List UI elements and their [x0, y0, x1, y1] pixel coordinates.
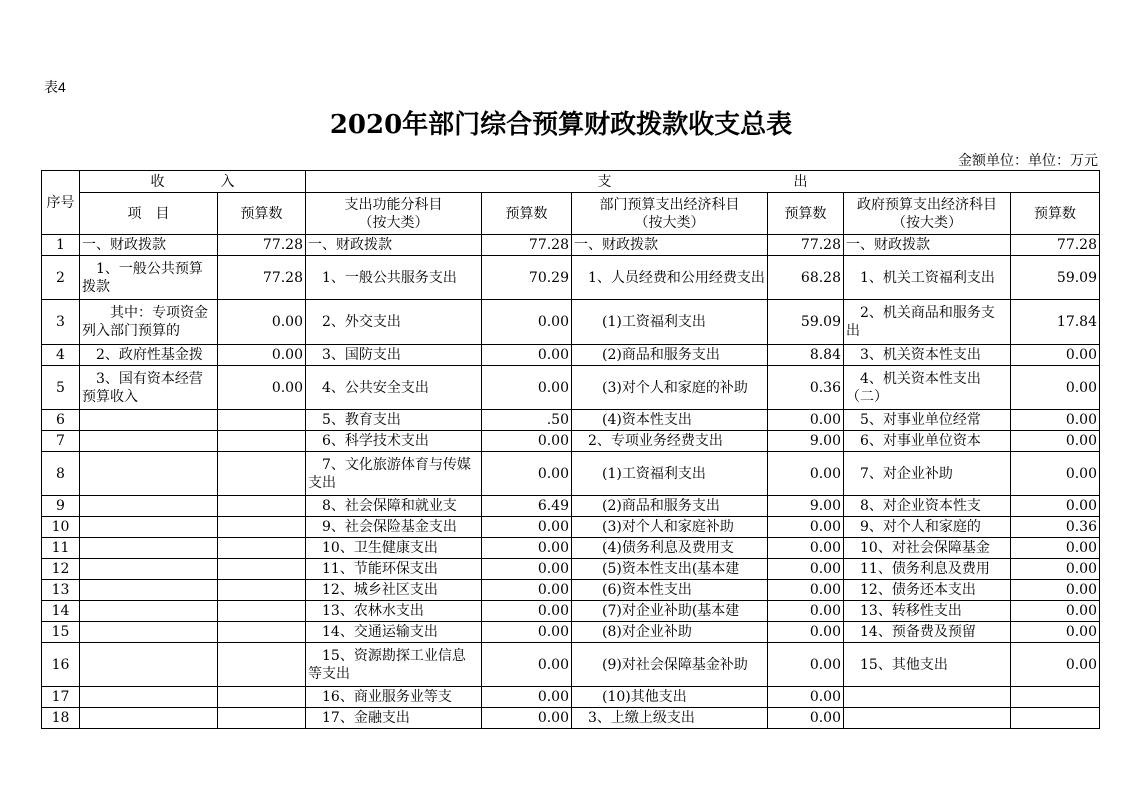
- income-item-cell: 1、一般公共预算拨款: [80, 256, 218, 300]
- gov-econ-cell: 4、机关资本性支出（二）: [844, 366, 1011, 410]
- dept-econ-cell: (4)资本性支出: [572, 410, 768, 431]
- header-func-subject: 支出功能分科目 （按大类）: [306, 193, 482, 235]
- income-budget-cell: 0.00: [218, 345, 306, 366]
- table-row: [42, 687, 1100, 708]
- func-budget-cell: 0.00: [482, 300, 572, 345]
- income-item-cell: [80, 410, 218, 431]
- header-income: 收 入: [80, 171, 306, 193]
- dept-budget-cell: 0.00: [768, 538, 844, 559]
- seq-cell: 12: [42, 559, 80, 580]
- table-row: [42, 643, 1100, 687]
- income-budget-cell: [218, 410, 306, 431]
- func-subject-cell: 3、国防支出: [306, 345, 482, 366]
- income-budget-cell: [218, 687, 306, 708]
- unit-label: 金额单位：单位：万元: [958, 153, 1098, 169]
- seq-cell: 3: [42, 300, 80, 345]
- func-subject-cell: 12、城乡社区支出: [306, 580, 482, 601]
- income-item-cell: 一、财政拨款: [80, 235, 218, 256]
- dept-econ-cell: (8)对企业补助: [572, 622, 768, 643]
- income-item-cell: [80, 687, 218, 708]
- income-item-cell: [80, 517, 218, 538]
- income-budget-cell: 77.28: [218, 235, 306, 256]
- gov-econ-cell: 2、机关商品和服务支出: [844, 300, 1011, 345]
- income-budget-cell: 0.00: [218, 366, 306, 410]
- income-item-cell: [80, 431, 218, 452]
- gov-econ-cell: 15、其他支出: [844, 643, 1011, 687]
- seq-cell: 10: [42, 517, 80, 538]
- dept-budget-cell: 0.00: [768, 708, 844, 729]
- func-budget-cell: 77.28: [482, 235, 572, 256]
- gov-econ-cell: 5、对事业单位经常: [844, 410, 1011, 431]
- dept-budget-cell: 9.00: [768, 496, 844, 517]
- dept-budget-cell: 59.09: [768, 300, 844, 345]
- income-budget-cell: [218, 622, 306, 643]
- func-subject-cell: 16、商业服务业等支: [306, 687, 482, 708]
- func-subject-cell: 2、外交支出: [306, 300, 482, 345]
- gov-econ-cell: 一、财政拨款: [844, 235, 1011, 256]
- page-title: 2020年部门综合预算财政拨款收支总表: [329, 110, 793, 140]
- func-budget-cell: 0.00: [482, 517, 572, 538]
- func-subject-cell: 7、文化旅游体育与传媒支出: [306, 452, 482, 496]
- income-budget-cell: [218, 538, 306, 559]
- func-budget-cell: 0.00: [482, 708, 572, 729]
- dept-budget-cell: 0.00: [768, 601, 844, 622]
- gov-budget-cell: 0.00: [1011, 496, 1100, 517]
- income-item-cell: [80, 643, 218, 687]
- income-budget-cell: [218, 643, 306, 687]
- income-budget-cell: 0.00: [218, 300, 306, 345]
- dept-budget-cell: 0.36: [768, 366, 844, 410]
- func-budget-cell: 70.29: [482, 256, 572, 300]
- table-row: [42, 559, 1100, 580]
- func-budget-cell: 0.00: [482, 431, 572, 452]
- func-budget-cell: 0.00: [482, 643, 572, 687]
- func-budget-cell: 0.00: [482, 345, 572, 366]
- dept-budget-cell: 0.00: [768, 410, 844, 431]
- income-item-cell: 其中：专项资金列入部门预算的: [80, 300, 218, 345]
- func-budget-cell: 6.49: [482, 496, 572, 517]
- income-budget-cell: [218, 517, 306, 538]
- gov-budget-cell: 0.00: [1011, 580, 1100, 601]
- income-budget-cell: [218, 601, 306, 622]
- dept-budget-cell: 0.00: [768, 517, 844, 538]
- func-subject-cell: 8、社会保障和就业支: [306, 496, 482, 517]
- seq-cell: 2: [42, 256, 80, 300]
- income-budget-cell: [218, 431, 306, 452]
- table-row: [42, 622, 1100, 643]
- header-expense: 支 出: [306, 171, 1100, 193]
- income-budget-cell: [218, 559, 306, 580]
- dept-budget-cell: 68.28: [768, 256, 844, 300]
- gov-budget-cell: 0.00: [1011, 601, 1100, 622]
- income-item-cell: 2、政府性基金拨: [80, 345, 218, 366]
- seq-cell: 14: [42, 601, 80, 622]
- func-subject-cell: 一、财政拨款: [306, 235, 482, 256]
- seq-cell: 6: [42, 410, 80, 431]
- gov-econ-cell: 13、转移性支出: [844, 601, 1011, 622]
- dept-budget-cell: 0.00: [768, 452, 844, 496]
- income-budget-cell: [218, 580, 306, 601]
- gov-budget-cell: [1011, 708, 1100, 729]
- func-budget-cell: 0.00: [482, 622, 572, 643]
- dept-budget-cell: 0.00: [768, 687, 844, 708]
- income-item-cell: [80, 580, 218, 601]
- dept-econ-cell: (1)工资福利支出: [572, 452, 768, 496]
- dept-econ-cell: (4)债务利息及费用支: [572, 538, 768, 559]
- income-item-cell: [80, 538, 218, 559]
- dept-econ-cell: (7)对企业补助(基本建: [572, 601, 768, 622]
- table-row: [42, 431, 1100, 452]
- seq-cell: 15: [42, 622, 80, 643]
- dept-econ-cell: 2、专项业务经费支出: [572, 431, 768, 452]
- dept-econ-cell: (2)商品和服务支出: [572, 496, 768, 517]
- dept-econ-cell: 1、人员经费和公用经费支出: [572, 256, 768, 300]
- header-func-budget: 预算数: [482, 193, 572, 235]
- table-row: [42, 300, 1100, 345]
- gov-budget-cell: 0.00: [1011, 538, 1100, 559]
- gov-budget-cell: 0.00: [1011, 345, 1100, 366]
- dept-econ-cell: (10)其他支出: [572, 687, 768, 708]
- header-seq: 序号: [42, 171, 80, 235]
- gov-econ-cell: 3、机关资本性支出: [844, 345, 1011, 366]
- header-income-budget: 预算数: [218, 193, 306, 235]
- table-row: [42, 452, 1100, 496]
- seq-cell: 4: [42, 345, 80, 366]
- func-subject-cell: 10、卫生健康支出: [306, 538, 482, 559]
- header-gov-budget: 预算数: [1011, 193, 1100, 235]
- dept-econ-cell: 一、财政拨款: [572, 235, 768, 256]
- table-row: [42, 345, 1100, 366]
- dept-econ-cell: (2)商品和服务支出: [572, 345, 768, 366]
- gov-econ-cell: [844, 687, 1011, 708]
- gov-econ-cell: 1、机关工资福利支出: [844, 256, 1011, 300]
- income-item-cell: [80, 708, 218, 729]
- func-subject-cell: 17、金融支出: [306, 708, 482, 729]
- income-item-cell: [80, 622, 218, 643]
- dept-budget-cell: 0.00: [768, 559, 844, 580]
- gov-budget-cell: [1011, 687, 1100, 708]
- gov-econ-cell: [844, 708, 1011, 729]
- seq-cell: 1: [42, 235, 80, 256]
- seq-cell: 18: [42, 708, 80, 729]
- header-gov-econ: 政府预算支出经济科目 （按大类）: [844, 193, 1011, 235]
- income-budget-cell: 77.28: [218, 256, 306, 300]
- gov-budget-cell: 0.00: [1011, 410, 1100, 431]
- table-row: [42, 496, 1100, 517]
- func-budget-cell: .50: [482, 410, 572, 431]
- gov-budget-cell: 17.84: [1011, 300, 1100, 345]
- func-subject-cell: 6、科学技术支出: [306, 431, 482, 452]
- table-row: [42, 366, 1100, 410]
- func-subject-cell: 11、节能环保支出: [306, 559, 482, 580]
- income-item-cell: [80, 496, 218, 517]
- income-item-cell: 3、国有资本经营预算收入: [80, 366, 218, 410]
- func-subject-cell: 9、社会保险基金支出: [306, 517, 482, 538]
- table-row: [42, 601, 1100, 622]
- gov-budget-cell: 0.00: [1011, 643, 1100, 687]
- income-budget-cell: [218, 708, 306, 729]
- gov-budget-cell: 0.00: [1011, 366, 1100, 410]
- gov-budget-cell: 0.36: [1011, 517, 1100, 538]
- dept-econ-cell: (1)工资福利支出: [572, 300, 768, 345]
- seq-cell: 11: [42, 538, 80, 559]
- table-row: [42, 410, 1100, 431]
- seq-cell: 16: [42, 643, 80, 687]
- func-subject-cell: 13、农林水支出: [306, 601, 482, 622]
- header-dept-budget: 预算数: [768, 193, 844, 235]
- gov-budget-cell: 0.00: [1011, 559, 1100, 580]
- gov-econ-cell: 7、对企业补助: [844, 452, 1011, 496]
- dept-econ-cell: 3、上缴上级支出: [572, 708, 768, 729]
- seq-cell: 8: [42, 452, 80, 496]
- func-budget-cell: 0.00: [482, 452, 572, 496]
- header-row-columns: [42, 193, 1100, 235]
- gov-econ-cell: 9、对个人和家庭的: [844, 517, 1011, 538]
- header-row-group: [42, 171, 1100, 193]
- income-budget-cell: [218, 452, 306, 496]
- func-budget-cell: 0.00: [482, 580, 572, 601]
- dept-budget-cell: 77.28: [768, 235, 844, 256]
- dept-budget-cell: 8.84: [768, 345, 844, 366]
- seq-cell: 7: [42, 431, 80, 452]
- gov-econ-cell: 10、对社会保障基金: [844, 538, 1011, 559]
- income-budget-cell: [218, 496, 306, 517]
- func-subject-cell: 15、资源勘探工业信息等支出: [306, 643, 482, 687]
- func-subject-cell: 14、交通运输支出: [306, 622, 482, 643]
- income-item-cell: [80, 452, 218, 496]
- func-budget-cell: 0.00: [482, 538, 572, 559]
- func-budget-cell: 0.00: [482, 559, 572, 580]
- dept-econ-cell: (3)对个人和家庭补助: [572, 517, 768, 538]
- gov-econ-cell: 6、对事业单位资本: [844, 431, 1011, 452]
- dept-budget-cell: 9.00: [768, 431, 844, 452]
- table-row: [42, 538, 1100, 559]
- table-row: [42, 256, 1100, 300]
- income-item-cell: [80, 601, 218, 622]
- gov-budget-cell: 0.00: [1011, 622, 1100, 643]
- header-item: 项 目: [80, 193, 218, 235]
- gov-econ-cell: 11、债务利息及费用: [844, 559, 1011, 580]
- seq-cell: 9: [42, 496, 80, 517]
- gov-econ-cell: 14、预备费及预留: [844, 622, 1011, 643]
- seq-cell: 5: [42, 366, 80, 410]
- income-item-cell: [80, 559, 218, 580]
- func-subject-cell: 4、公共安全支出: [306, 366, 482, 410]
- dept-budget-cell: 0.00: [768, 643, 844, 687]
- dept-econ-cell: (6)资本性支出: [572, 580, 768, 601]
- seq-cell: 13: [42, 580, 80, 601]
- gov-econ-cell: 12、债务还本支出: [844, 580, 1011, 601]
- gov-budget-cell: 0.00: [1011, 452, 1100, 496]
- gov-budget-cell: 59.09: [1011, 256, 1100, 300]
- dept-econ-cell: (9)对社会保障基金补助: [572, 643, 768, 687]
- seq-cell: 17: [42, 687, 80, 708]
- dept-budget-cell: 0.00: [768, 622, 844, 643]
- func-budget-cell: 0.00: [482, 687, 572, 708]
- gov-econ-cell: 8、对企业资本性支: [844, 496, 1011, 517]
- budget-table: [41, 170, 1100, 729]
- dept-econ-cell: (5)资本性支出(基本建: [572, 559, 768, 580]
- table-row: [42, 235, 1100, 256]
- func-subject-cell: 1、一般公共服务支出: [306, 256, 482, 300]
- dept-budget-cell: 0.00: [768, 580, 844, 601]
- table-row: [42, 708, 1100, 729]
- table-tag: 表4: [44, 79, 66, 95]
- table-row: [42, 580, 1100, 601]
- dept-econ-cell: (3)对个人和家庭的补助: [572, 366, 768, 410]
- gov-budget-cell: 77.28: [1011, 235, 1100, 256]
- header-dept-econ: 部门预算支出经济科目 （按大类）: [572, 193, 768, 235]
- gov-budget-cell: 0.00: [1011, 431, 1100, 452]
- func-subject-cell: 5、教育支出: [306, 410, 482, 431]
- func-budget-cell: 0.00: [482, 366, 572, 410]
- table-row: [42, 517, 1100, 538]
- func-budget-cell: 0.00: [482, 601, 572, 622]
